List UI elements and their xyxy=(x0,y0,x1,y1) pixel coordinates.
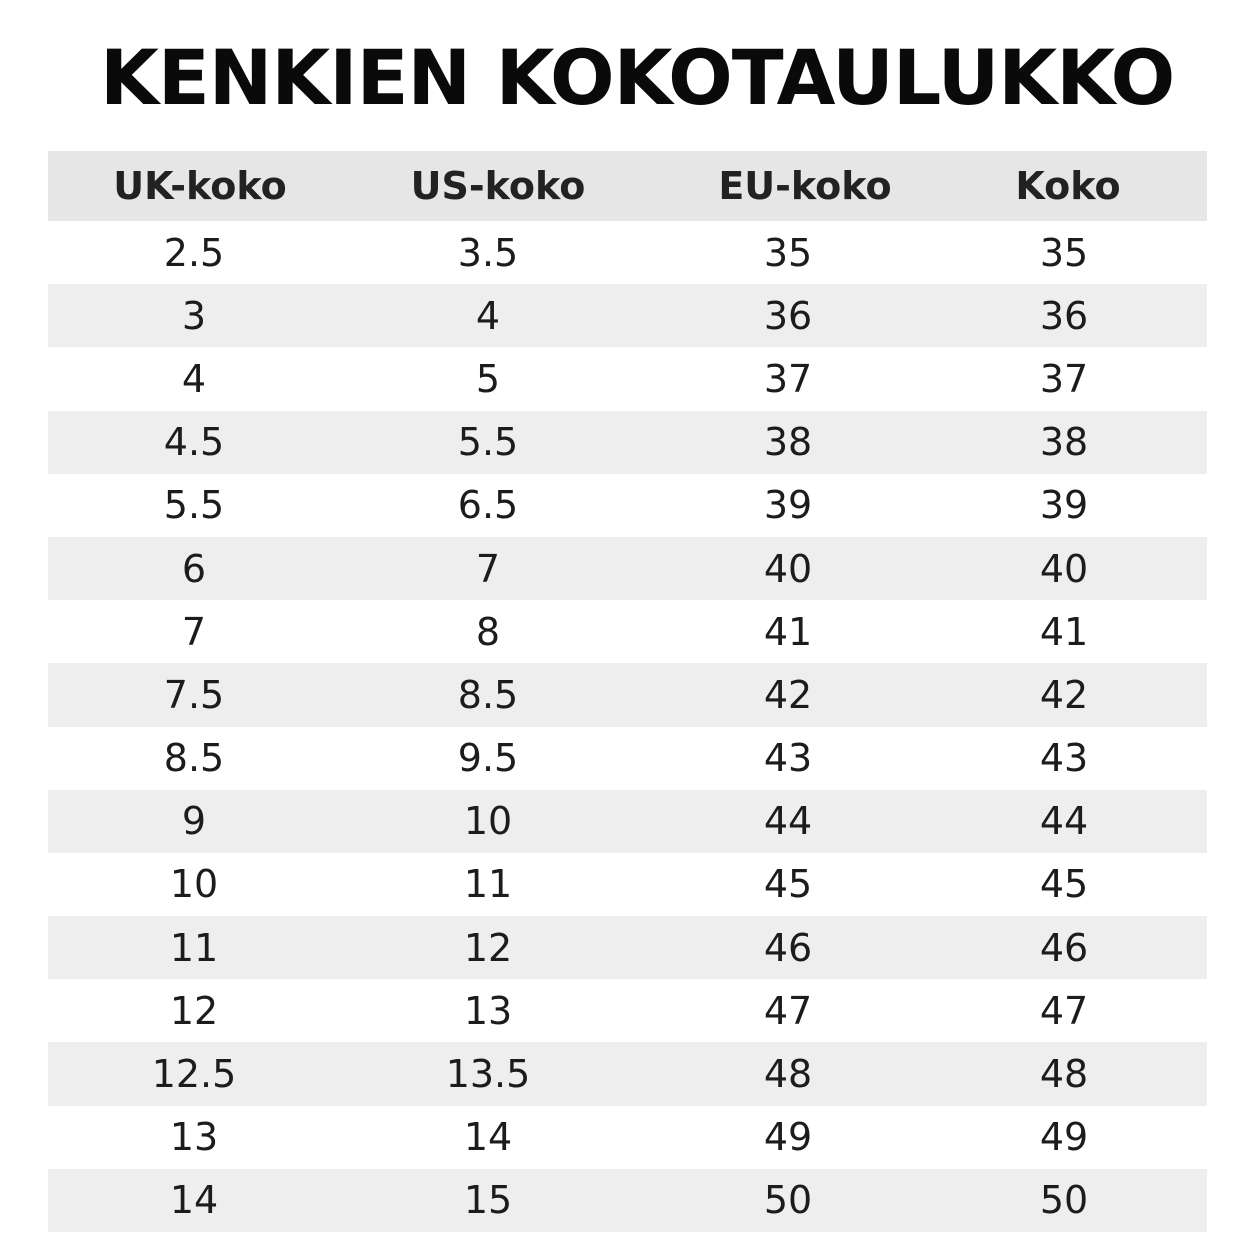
eu-size-cell: 38 xyxy=(763,420,813,465)
size-cell: 50 xyxy=(1039,1178,1089,1223)
size-cell: 37 xyxy=(1039,356,1089,401)
size-cell: 48 xyxy=(1039,1052,1089,1097)
us-size-cell: 8 xyxy=(475,609,501,654)
size-cell: 44 xyxy=(1039,799,1089,844)
us-size-cell: 4 xyxy=(475,293,501,338)
eu-size-cell: 48 xyxy=(763,1052,813,1097)
size-cell: 40 xyxy=(1039,546,1089,591)
uk-size-cell: 7 xyxy=(181,609,207,654)
eu-size-cell: 47 xyxy=(763,988,813,1033)
table-row xyxy=(48,347,1207,410)
us-size-cell: 5.5 xyxy=(457,420,519,465)
eu-size-cell: 41 xyxy=(763,609,813,654)
us-size-cell: 9.5 xyxy=(457,736,519,781)
page-title: KENKIEN KOKOTAULUKKO xyxy=(100,33,1175,122)
size-cell: 46 xyxy=(1039,925,1089,970)
us-size-cell: 3.5 xyxy=(457,230,519,275)
table-row xyxy=(48,1042,1207,1105)
uk-size-cell: 5.5 xyxy=(163,483,225,528)
table-row xyxy=(48,1106,1207,1169)
uk-size-cell: 14 xyxy=(169,1178,219,1223)
uk-size-cell: 7.5 xyxy=(163,672,225,717)
eu-size-cell: 39 xyxy=(763,483,813,528)
table-body xyxy=(48,221,1207,1232)
us-size-cell: 13.5 xyxy=(445,1052,531,1097)
us-size-cell: 6.5 xyxy=(457,483,519,528)
table-row xyxy=(48,600,1207,663)
us-size-cell: 7 xyxy=(475,546,501,591)
table-row xyxy=(48,853,1207,916)
eu-size-cell: 40 xyxy=(763,546,813,591)
us-size-cell: 10 xyxy=(463,799,513,844)
uk-size-cell: 2.5 xyxy=(163,230,225,275)
eu-size-cell: 37 xyxy=(763,356,813,401)
uk-size-cell: 11 xyxy=(169,925,219,970)
table-row xyxy=(48,221,1207,284)
eu-size-cell: 43 xyxy=(763,736,813,781)
uk-size-cell: 12 xyxy=(169,988,219,1033)
header-eu-size: EU-koko xyxy=(718,164,892,208)
us-size-cell: 13 xyxy=(463,988,513,1033)
uk-size-cell: 12.5 xyxy=(151,1052,237,1097)
table-row xyxy=(48,411,1207,474)
size-cell: 45 xyxy=(1039,862,1089,907)
uk-size-cell: 10 xyxy=(169,862,219,907)
size-cell: 38 xyxy=(1039,420,1089,465)
us-size-cell: 12 xyxy=(463,925,513,970)
size-cell: 47 xyxy=(1039,988,1089,1033)
uk-size-cell: 4 xyxy=(181,356,207,401)
eu-size-cell: 45 xyxy=(763,862,813,907)
us-size-cell: 8.5 xyxy=(457,672,519,717)
size-table xyxy=(48,151,1207,1232)
table-row xyxy=(48,979,1207,1042)
us-size-cell: 15 xyxy=(463,1178,513,1223)
uk-size-cell: 9 xyxy=(181,799,207,844)
eu-size-cell: 44 xyxy=(763,799,813,844)
size-cell: 35 xyxy=(1039,230,1089,275)
table-row xyxy=(48,790,1207,853)
table-row xyxy=(48,663,1207,726)
eu-size-cell: 36 xyxy=(763,293,813,338)
table-row xyxy=(48,916,1207,979)
size-cell: 39 xyxy=(1039,483,1089,528)
us-size-cell: 5 xyxy=(475,356,501,401)
table-row xyxy=(48,727,1207,790)
uk-size-cell: 13 xyxy=(169,1115,219,1160)
header-size: Koko xyxy=(1015,164,1121,208)
us-size-cell: 11 xyxy=(463,862,513,907)
eu-size-cell: 50 xyxy=(763,1178,813,1223)
eu-size-cell: 35 xyxy=(763,230,813,275)
size-cell: 42 xyxy=(1039,672,1089,717)
table-header xyxy=(48,151,1207,221)
header-us-size: US-koko xyxy=(410,164,586,208)
size-cell: 41 xyxy=(1039,609,1089,654)
size-cell: 43 xyxy=(1039,736,1089,781)
table-row xyxy=(48,474,1207,537)
eu-size-cell: 49 xyxy=(763,1115,813,1160)
uk-size-cell: 6 xyxy=(181,546,207,591)
size-cell: 36 xyxy=(1039,293,1089,338)
table-row xyxy=(48,537,1207,600)
us-size-cell: 14 xyxy=(463,1115,513,1160)
eu-size-cell: 42 xyxy=(763,672,813,717)
table-row xyxy=(48,284,1207,347)
header-uk-size: UK-koko xyxy=(113,164,287,208)
eu-size-cell: 46 xyxy=(763,925,813,970)
size-cell: 49 xyxy=(1039,1115,1089,1160)
uk-size-cell: 4.5 xyxy=(163,420,225,465)
table-row xyxy=(48,1169,1207,1232)
uk-size-cell: 8.5 xyxy=(163,736,225,781)
uk-size-cell: 3 xyxy=(181,293,207,338)
